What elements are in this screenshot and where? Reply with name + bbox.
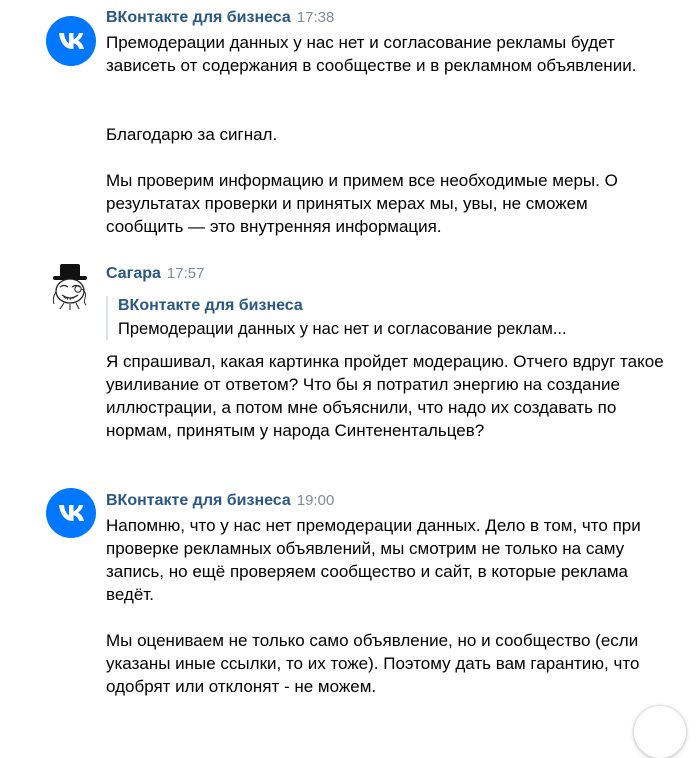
top-hat-meme-face-icon (44, 262, 94, 312)
message-header (106, 262, 204, 286)
message-paragraph: Я спрашивал, какая картинка пройдет модерацию. Отчего вдруг такое увиливание от ответом? Что бы я потратил энергию на создание иллюстрации, а потом мне объяснили, что надо их создавать по нормам, принятым у народа Синтенентальцев? (106, 352, 664, 440)
message-paragraph: Премодерации данных у нас нет и согласование рекламы будет зависеть от содержания в сообществе и в рекламном объявлении. (106, 33, 637, 75)
avatar-vk-business[interactable] (46, 16, 96, 66)
avatar-vk-business[interactable] (46, 488, 96, 538)
message-paragraph: Мы проверим информацию и примем все необходимые меры. О результатах проверки и принятых мерах мы, увы, не сможем сообщить — это внутренняя информация. (106, 171, 618, 236)
avatar-sagara[interactable] (44, 262, 94, 312)
author-name[interactable]: ВКонтакте для бизнеса (106, 492, 291, 509)
message-paragraph: Напомню, что у нас нет премодерации данных. Дело в том, что при проверке рекламных объявлений, мы смотрим не только на саму запись, но ещё проверяем сообщество и сайт, в которые реклама ведёт. (106, 516, 641, 604)
quote-text: Премодерации данных у нас нет и согласование реклам... (118, 320, 567, 338)
author-name[interactable]: Сагара (106, 265, 161, 282)
message-paragraph: Мы оцениваем не только само объявление, но и сообщество (если указаны иные ссылки, то их тоже). Поэтому дать вам гарантию, что одобрят или отклонят - не можем. (106, 631, 640, 696)
message-paragraph: Благодарю за сигнал. (106, 125, 278, 144)
scroll-down-button[interactable] (634, 706, 686, 758)
message-time[interactable]: 19:00 (296, 492, 335, 509)
reply-quote[interactable] (106, 295, 606, 341)
message-time[interactable]: 17:38 (296, 9, 335, 26)
vk-logo-icon (46, 488, 96, 538)
message-time[interactable]: 17:57 (166, 265, 205, 282)
message-header (106, 6, 334, 30)
quote-bar (106, 296, 108, 340)
vk-logo-icon (46, 16, 96, 66)
author-name[interactable]: ВКонтакте для бизнеса (106, 9, 291, 26)
quote-author: ВКонтакте для бизнеса (118, 297, 303, 314)
message-header (106, 489, 334, 513)
